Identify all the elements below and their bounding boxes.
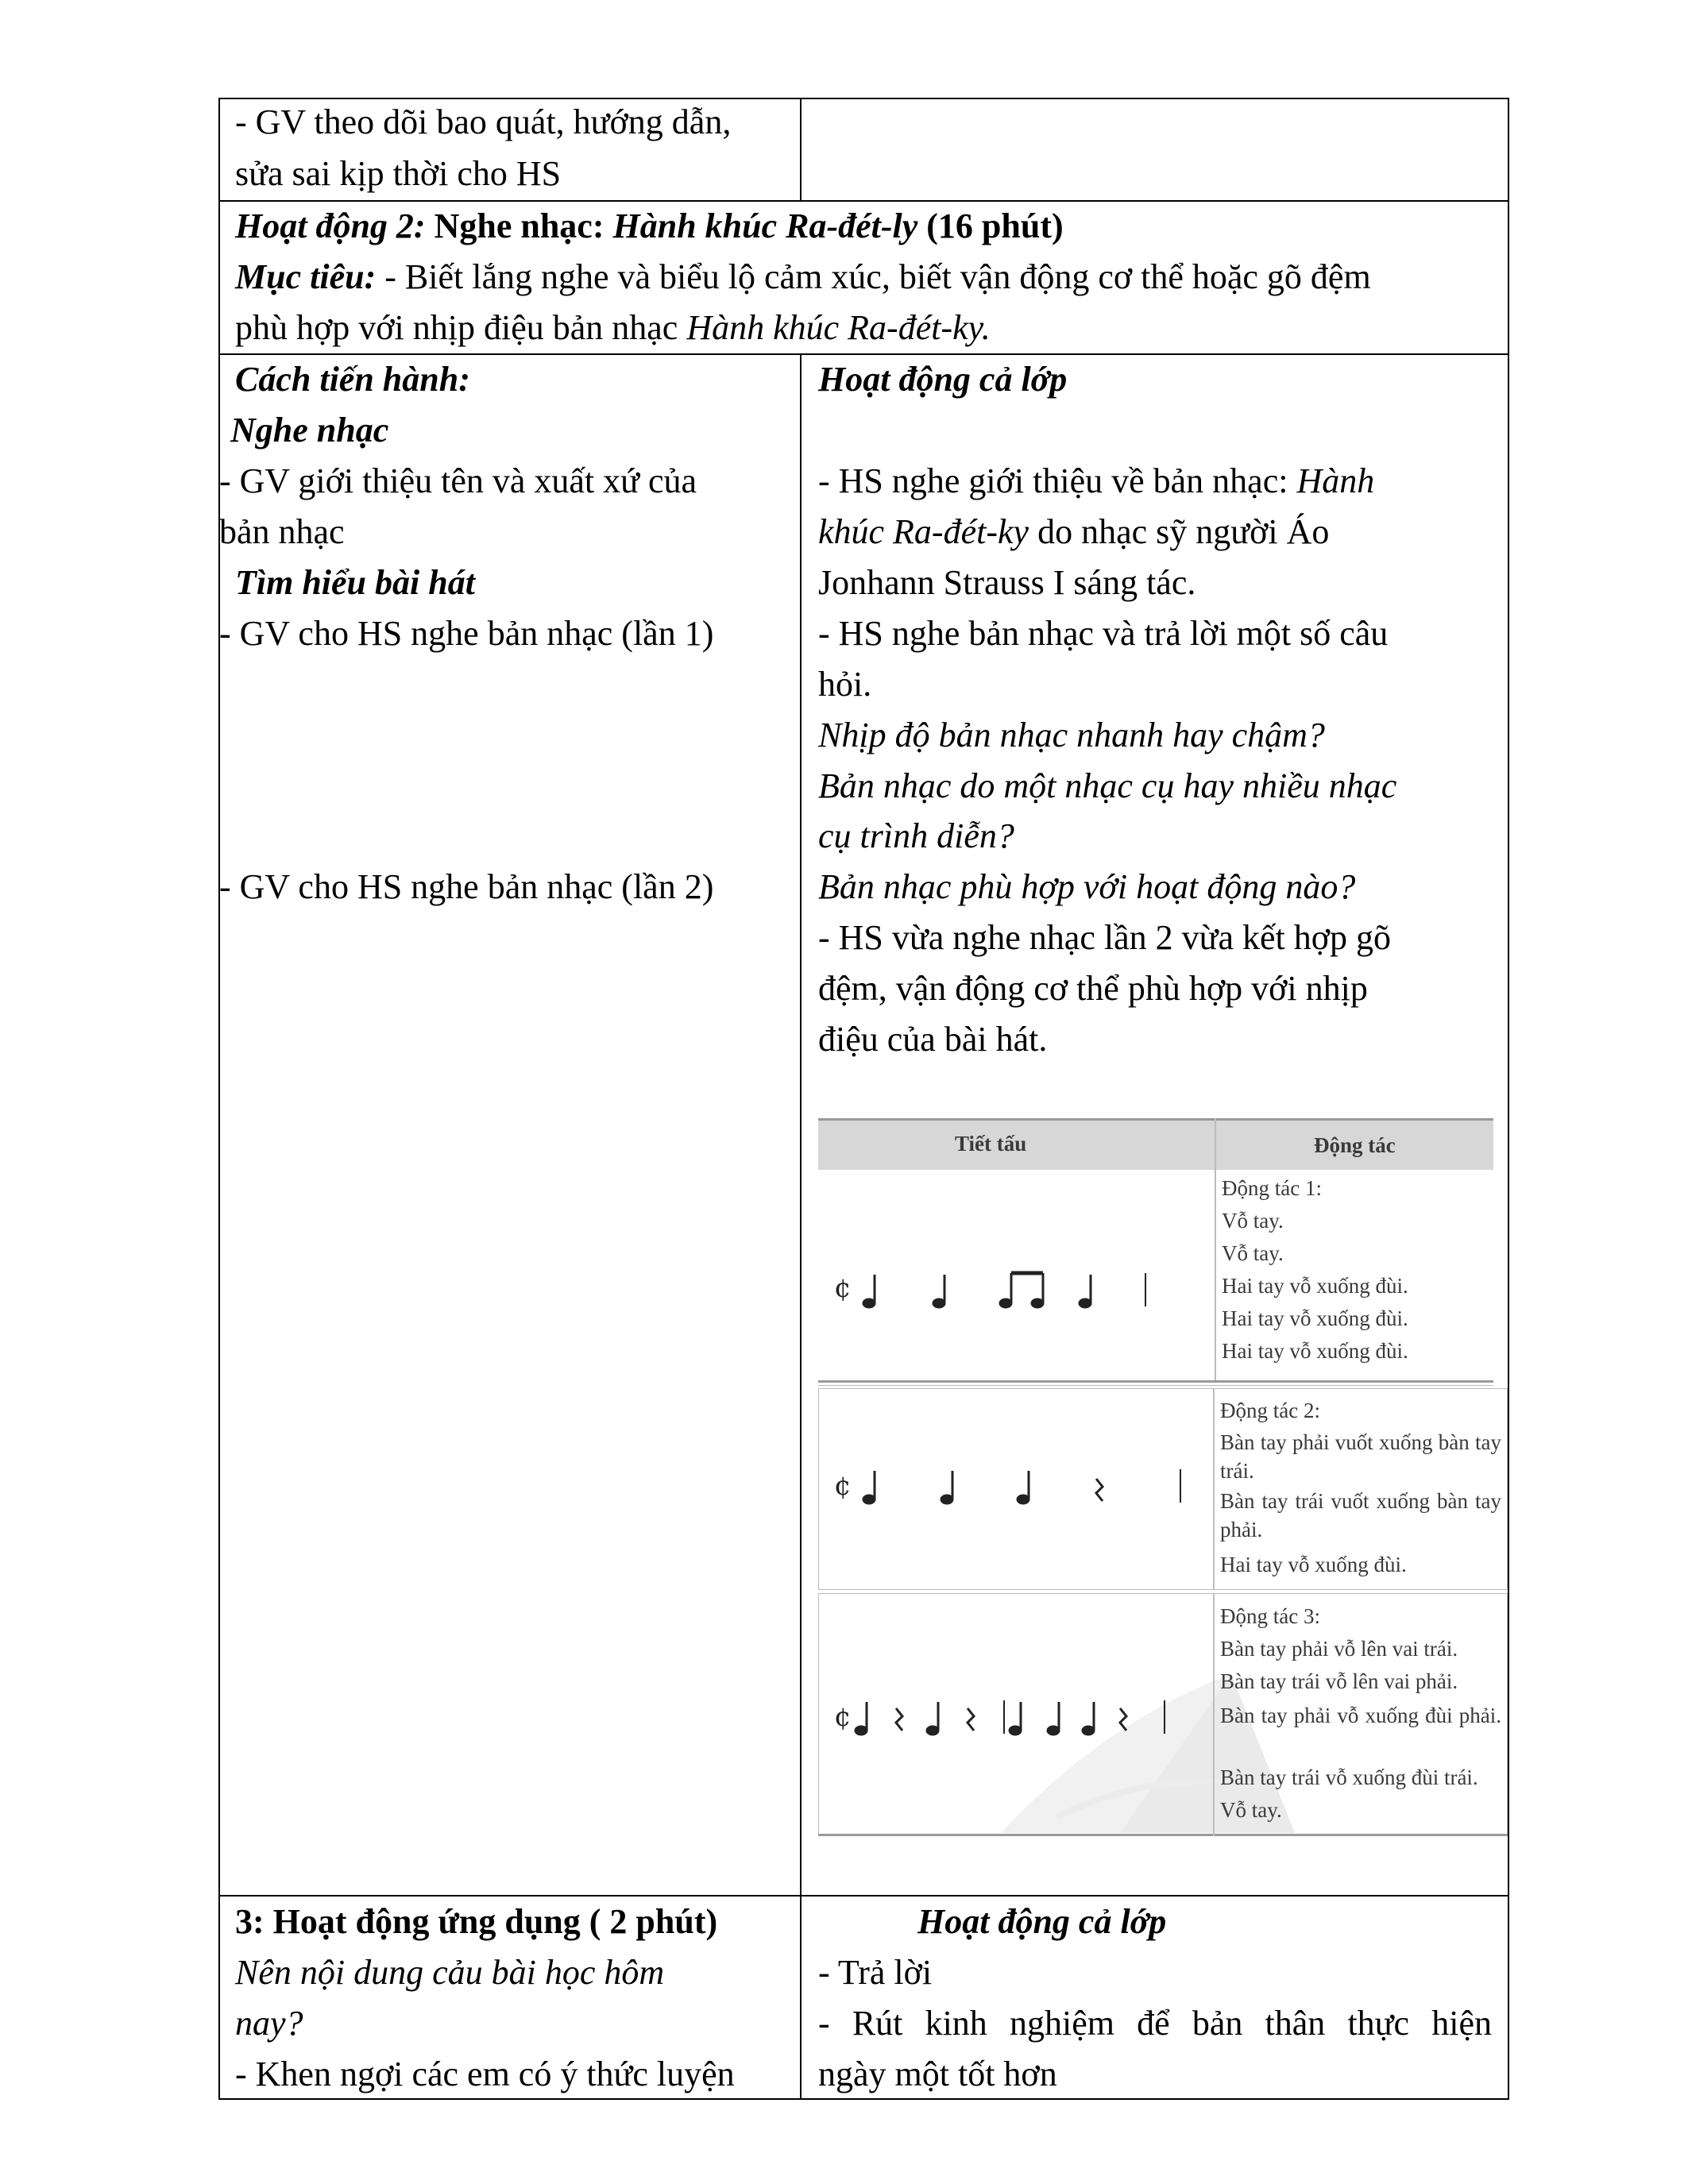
action-3-line-4: Bàn tay phải vỗ xuống đùi phải. (1220, 1704, 1501, 1727)
application-question-1: Nên nội dung cảu bài học hôm (235, 1953, 665, 1992)
method-label: Cách tiến hành: (235, 360, 470, 399)
goal-line-1 (235, 252, 1371, 303)
hs-intro-line-3: Jonhann Strauss I sáng tác. (818, 563, 1196, 602)
action-1-line-2: Vỗ tay. (1222, 1209, 1284, 1233)
action-1-line-6: Hai tay vỗ xuống đùi. (1222, 1339, 1408, 1363)
header-rhythm: Tiết tấu (955, 1132, 1027, 1156)
hs-answer-line-1: - HS nghe bản nhạc và trả lời một số câu (818, 614, 1389, 653)
action-2-line-1: Động tác 2: (1220, 1399, 1320, 1422)
intro-line-1: - GV giới thiệu tên và xuất xứ của (219, 461, 697, 500)
action-3-line-5: Bàn tay trái vỗ xuống đùi trái. (1220, 1765, 1478, 1789)
hs-combine-line-3: điệu của bài hát. (818, 1020, 1048, 1059)
learn-label: Tìm hiểu bài hát (235, 563, 475, 602)
row1-left-line-2: sửa sai kịp thời cho HS (235, 154, 562, 193)
svg-text:¢: ¢ (834, 1470, 852, 1502)
listen-second: - GV cho HS nghe bản nhạc (lần 2) (219, 867, 714, 906)
activity-time: (16 phút) (926, 206, 1064, 245)
listen-first: - GV cho HS nghe bản nhạc (lần 1) (219, 614, 714, 653)
goal-line-2 (235, 303, 991, 353)
question-3: Bản nhạc phù hợp với hoạt động nào? (818, 867, 1356, 906)
activity-title: Nghe nhạc: (434, 206, 605, 245)
svg-text:¢: ¢ (834, 1701, 852, 1733)
column-divider (800, 98, 802, 201)
rhythm-notation-1 (834, 1257, 1215, 1321)
action-3-line-6: Vỗ tay. (1220, 1798, 1282, 1822)
header-action: Động tác (1314, 1133, 1396, 1157)
activity-label: Hoạt động 2: (235, 206, 426, 245)
application-title: 3: Hoạt động ứng dụng ( 2 phút) (235, 1902, 718, 1941)
hs-intro-song-2: khúc Ra-đét-ky (818, 512, 1029, 551)
action-2-line-2: Bàn tay phải vuốt xuống bàn tay trái. (1220, 1430, 1501, 1483)
goal-text-2: phù hợp với nhịp điệu bản nhạc (235, 308, 678, 347)
hs-answer-line-2: hỏi. (818, 665, 872, 704)
action-1-line-5: Hai tay vỗ xuống đùi. (1222, 1306, 1408, 1330)
header-divider (1215, 1118, 1216, 1382)
hs-intro-song: Hành (1296, 461, 1375, 500)
row1-left-line-1: - GV theo dõi bao quát, hướng dẫn, (235, 102, 732, 141)
svg-text:¢: ¢ (834, 1272, 852, 1304)
application-question-2: nay? (235, 2004, 303, 2043)
question-2b: cụ trình diễn? (818, 816, 1014, 855)
class-activity-label: Hoạt động cả lớp (818, 360, 1068, 399)
hs-intro-line-1 (818, 456, 1374, 507)
answer-line: - Trả lời (818, 1953, 933, 1992)
row-3-bottom-line (818, 1834, 1508, 1836)
rhythm-notation-3 (834, 1686, 1215, 1750)
question-1: Nhịp độ bản nhạc nhanh hay chậm? (818, 716, 1325, 754)
hs-combine-line-2: đệm, vận động cơ thể phù hợp với nhịp (818, 969, 1368, 1008)
intro-line-2: bản nhạc (219, 512, 345, 551)
lesson-line-2: ngày một tốt hơn (818, 2055, 1057, 2093)
rhythm-row-1-line-b (818, 1385, 1493, 1386)
hs-intro-text: - HS nghe giới thiệu về bản nhạc: (818, 461, 1288, 500)
action-1-line-4: Hai tay vỗ xuống đùi. (1222, 1274, 1408, 1298)
column-divider (800, 353, 802, 2100)
goal-label: Mục tiêu: (235, 257, 377, 296)
action-3-line-3: Bàn tay trái vỗ lên vai phải. (1220, 1669, 1458, 1693)
action-3-line-1: Động tác 3: (1220, 1604, 1320, 1628)
hs-combine-line-1: - HS vừa nghe nhạc lần 2 vừa kết hợp gõ (818, 918, 1392, 957)
listen-label: Nghe nhạc (230, 411, 389, 450)
goal-text: - Biết lắng nghe và biểu lộ cảm xúc, biết vận động cơ thể hoặc gõ đệm (384, 257, 1371, 296)
action-2-line-4: Hai tay vỗ xuống đùi. (1220, 1553, 1407, 1576)
action-1-line-1: Động tác 1: (1222, 1176, 1322, 1200)
action-2-line-3: Bàn tay trái vuốt xuống bàn tay phải. (1220, 1489, 1501, 1542)
rhythm-action-table (818, 1118, 1509, 1849)
hs-intro-text-2: do nhạc sỹ người Áo (1037, 512, 1330, 551)
action-1-line-3: Vỗ tay. (1222, 1241, 1284, 1265)
action-3-line-2: Bàn tay phải vỗ lên vai trái. (1220, 1637, 1458, 1661)
rhythm-notation-2 (834, 1455, 1215, 1518)
class-activity-label-2: Hoạt động cả lớp (917, 1902, 1167, 1941)
goal-song: Hành khúc Ra-đét-ky. (686, 308, 991, 347)
rhythm-row-1-line (818, 1380, 1493, 1383)
activity-2-heading (235, 201, 1064, 252)
hs-intro-line-2 (818, 507, 1329, 558)
lesson-line-1: - Rút kinh nghiệm để bản thân thực hiện (818, 2004, 1492, 2043)
application-praise: - Khen ngợi các em có ý thức luyện (235, 2055, 735, 2093)
question-2a: Bản nhạc do một nhạc cụ hay nhiều nhạc (818, 766, 1397, 805)
activity-song: Hành khúc Ra-đét-ly (612, 206, 918, 245)
